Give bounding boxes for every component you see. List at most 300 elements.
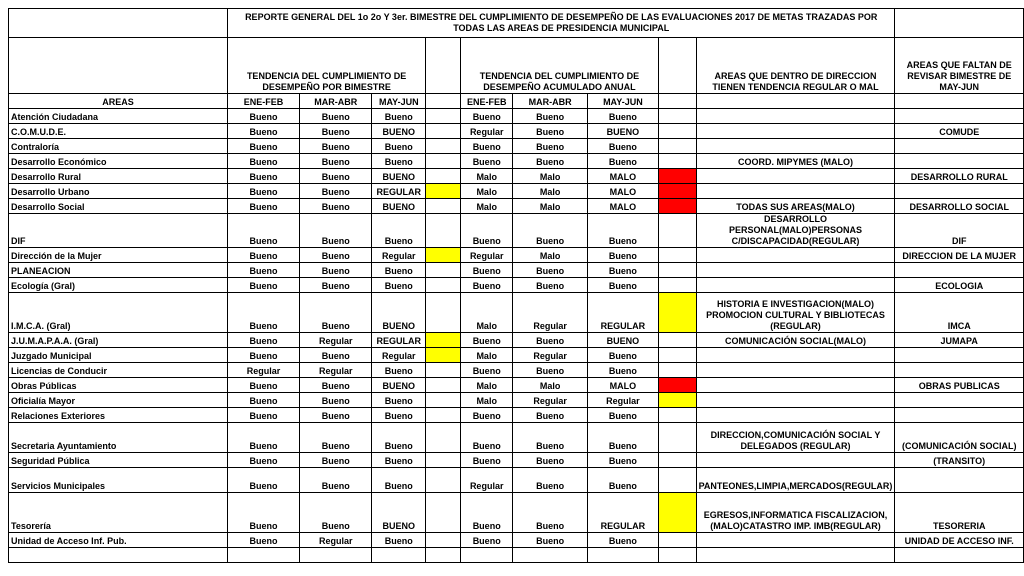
- table-row: [9, 408, 1024, 423]
- area-cell: Servicios Municipales: [9, 468, 228, 493]
- mar-abr-cell: Bueno: [300, 199, 372, 214]
- table-row: [9, 393, 1024, 408]
- indicator-bimestre: [426, 293, 461, 333]
- may-jun-acumulado-cell: REGULAR: [588, 293, 658, 333]
- regular-mal-cell: [696, 453, 895, 468]
- ene-feb-acumulado-cell: Bueno: [461, 453, 513, 468]
- blank-title-cell: [895, 9, 1024, 38]
- mar-abr-cell: Bueno: [300, 184, 372, 199]
- header-bimestre: TENDENCIA DEL CUMPLIMIENTO DE DESEMPEÑO POR BIMESTRE: [227, 38, 425, 94]
- regular-mal-cell: EGRESOS,INFORMATICA FISCALIZACION,(MALO)CATASTRO IMP. IMB(REGULAR): [696, 493, 895, 533]
- mar-abr-acumulado-cell: Bueno: [513, 139, 588, 154]
- table-row: [9, 548, 1024, 563]
- ene-feb-acumulado-cell: Malo: [461, 293, 513, 333]
- ene-feb-acumulado-cell: Bueno: [461, 533, 513, 548]
- mar-abr-cell: Bueno: [300, 468, 372, 493]
- indicator-bimestre: [426, 548, 461, 563]
- indicator-bimestre: [426, 493, 461, 533]
- regular-mal-cell: TODAS SUS AREAS(MALO): [696, 199, 895, 214]
- indicator-acumulado: [658, 169, 696, 184]
- faltan-cell: [895, 154, 1024, 169]
- mar-abr-acumulado-cell: Bueno: [513, 493, 588, 533]
- header-faltan: AREAS QUE FALTAN DE REVISAR BIMESTRE DE MAY-JUN: [895, 38, 1024, 94]
- may-jun-cell: Bueno: [372, 214, 426, 248]
- ene-feb-acumulado-cell: Bueno: [461, 109, 513, 124]
- faltan-cell: [895, 468, 1024, 493]
- regular-mal-cell: [696, 363, 895, 378]
- may-jun-acumulado-cell: Bueno: [588, 453, 658, 468]
- faltan-cell: [895, 348, 1024, 363]
- may-jun-cell: Bueno: [372, 363, 426, 378]
- ene-feb-acumulado-cell: Regular: [461, 124, 513, 139]
- indicator-acumulado: [658, 184, 696, 199]
- faltan-cell: UNIDAD DE ACCESO INF.: [895, 533, 1024, 548]
- may-jun-acumulado-cell: Bueno: [588, 263, 658, 278]
- header-mar-abr: MAR-ABR: [300, 94, 372, 109]
- area-cell: [9, 548, 228, 563]
- area-cell: Tesorería: [9, 493, 228, 533]
- area-cell: Desarrollo Rural: [9, 169, 228, 184]
- may-jun-acumulado-cell: Bueno: [588, 348, 658, 363]
- area-cell: Seguridad Pública: [9, 453, 228, 468]
- regular-mal-cell: [696, 393, 895, 408]
- ene-feb-acumulado-cell: Bueno: [461, 263, 513, 278]
- ene-feb-cell: Bueno: [227, 453, 299, 468]
- ene-feb-acumulado-cell: Bueno: [461, 214, 513, 248]
- ene-feb-cell: Bueno: [227, 333, 299, 348]
- ene-feb-cell: Bueno: [227, 348, 299, 363]
- indicator-bimestre: [426, 169, 461, 184]
- table-row: [9, 453, 1024, 468]
- indicator-acumulado: [658, 248, 696, 263]
- indicator-bimestre: [426, 333, 461, 348]
- may-jun-cell: Bueno: [372, 263, 426, 278]
- table-row: [9, 214, 1024, 248]
- may-jun-acumulado-cell: Regular: [588, 393, 658, 408]
- indicator-acumulado: [658, 533, 696, 548]
- area-cell: Secretaria Ayuntamiento: [9, 423, 228, 453]
- may-jun-acumulado-cell: Bueno: [588, 278, 658, 293]
- table-row: [9, 533, 1024, 548]
- mar-abr-cell: Bueno: [300, 124, 372, 139]
- table-row: [9, 109, 1024, 124]
- ene-feb-cell: Bueno: [227, 169, 299, 184]
- indicator-acumulado: [658, 453, 696, 468]
- mar-abr-acumulado-cell: Bueno: [513, 363, 588, 378]
- ene-feb-cell: Bueno: [227, 154, 299, 169]
- mar-abr-cell: Bueno: [300, 393, 372, 408]
- may-jun-cell: REGULAR: [372, 333, 426, 348]
- indicator-bimestre: [426, 184, 461, 199]
- table-row: [9, 423, 1024, 453]
- may-jun-cell: BUENO: [372, 293, 426, 333]
- mar-abr-acumulado-cell: Malo: [513, 199, 588, 214]
- regular-mal-cell: [696, 139, 895, 154]
- may-jun-acumulado-cell: Bueno: [588, 109, 658, 124]
- area-cell: DIF: [9, 214, 228, 248]
- ene-feb-cell: Bueno: [227, 184, 299, 199]
- header-ene-feb-acumulado: ENE-FEB: [461, 94, 513, 109]
- header-areas: AREAS: [9, 94, 228, 109]
- indicator-bimestre: [426, 468, 461, 493]
- ene-feb-cell: Bueno: [227, 214, 299, 248]
- may-jun-acumulado-cell: Bueno: [588, 468, 658, 493]
- table-row: [9, 124, 1024, 139]
- mar-abr-cell: Bueno: [300, 214, 372, 248]
- indicator-acumulado: [658, 548, 696, 563]
- ene-feb-acumulado-cell: Bueno: [461, 423, 513, 453]
- regular-mal-cell: COMUNICACIÓN SOCIAL(MALO): [696, 333, 895, 348]
- ene-feb-acumulado-cell: Malo: [461, 393, 513, 408]
- may-jun-acumulado-cell: Bueno: [588, 214, 658, 248]
- faltan-cell: DESARROLLO RURAL: [895, 169, 1024, 184]
- table-row: [9, 493, 1024, 533]
- mar-abr-acumulado-cell: Regular: [513, 293, 588, 333]
- may-jun-acumulado-cell: Bueno: [588, 363, 658, 378]
- regular-mal-cell: [696, 408, 895, 423]
- mar-abr-cell: Bueno: [300, 248, 372, 263]
- mar-abr-acumulado-cell: Malo: [513, 248, 588, 263]
- ene-feb-cell: Bueno: [227, 139, 299, 154]
- regular-mal-cell: [696, 109, 895, 124]
- may-jun-cell: Bueno: [372, 423, 426, 453]
- header-ene-feb: ENE-FEB: [227, 94, 299, 109]
- ene-feb-cell: Bueno: [227, 199, 299, 214]
- regular-mal-cell: [696, 278, 895, 293]
- faltan-cell: [895, 109, 1024, 124]
- ene-feb-acumulado-cell: Bueno: [461, 333, 513, 348]
- mar-abr-cell: Bueno: [300, 263, 372, 278]
- faltan-cell: TESORERIA: [895, 493, 1024, 533]
- ene-feb-cell: Bueno: [227, 124, 299, 139]
- faltan-cell: [895, 363, 1024, 378]
- ene-feb-acumulado-cell: Malo: [461, 348, 513, 363]
- indicator-bimestre: [426, 154, 461, 169]
- faltan-cell: COMUDE: [895, 124, 1024, 139]
- ene-feb-cell: Bueno: [227, 293, 299, 333]
- may-jun-cell: Bueno: [372, 393, 426, 408]
- regular-mal-cell: [696, 248, 895, 263]
- mar-abr-acumulado-cell: Bueno: [513, 423, 588, 453]
- area-cell: Atención Ciudadana: [9, 109, 228, 124]
- indicator-acumulado: [658, 139, 696, 154]
- may-jun-cell: Bueno: [372, 278, 426, 293]
- faltan-cell: [895, 393, 1024, 408]
- ene-feb-acumulado-cell: Bueno: [461, 408, 513, 423]
- may-jun-cell: BUENO: [372, 124, 426, 139]
- mar-abr-acumulado-cell: Bueno: [513, 109, 588, 124]
- regular-mal-cell: [696, 533, 895, 548]
- may-jun-acumulado-cell: MALO: [588, 184, 658, 199]
- regular-mal-cell: DESARROLLO PERSONAL(MALO)PERSONAS C/DISCAPACIDAD(REGULAR): [696, 214, 895, 248]
- may-jun-acumulado-cell: Bueno: [588, 533, 658, 548]
- ene-feb-acumulado-cell: Bueno: [461, 363, 513, 378]
- blank-indicator-col-1: [426, 94, 461, 109]
- regular-mal-cell: COORD. MIPYMES (MALO): [696, 154, 895, 169]
- indicator-bimestre: [426, 199, 461, 214]
- indicator-bimestre: [426, 348, 461, 363]
- may-jun-cell: Bueno: [372, 408, 426, 423]
- header-may-jun: MAY-JUN: [372, 94, 426, 109]
- indicator-acumulado: [658, 408, 696, 423]
- mar-abr-acumulado-cell: Bueno: [513, 263, 588, 278]
- faltan-cell: IMCA: [895, 293, 1024, 333]
- column-header-row: [9, 94, 1024, 109]
- indicator-acumulado: [658, 154, 696, 169]
- indicator-bimestre: [426, 278, 461, 293]
- indicator-acumulado: [658, 293, 696, 333]
- mar-abr-acumulado-cell: Bueno: [513, 154, 588, 169]
- table-row: [9, 278, 1024, 293]
- indicator-acumulado: [658, 393, 696, 408]
- blank-indicator-col-2: [658, 94, 696, 109]
- area-cell: Desarrollo Urbano: [9, 184, 228, 199]
- indicator-acumulado: [658, 468, 696, 493]
- mar-abr-cell: Bueno: [300, 408, 372, 423]
- mar-abr-cell: Regular: [300, 533, 372, 548]
- area-cell: Desarrollo Social: [9, 199, 228, 214]
- may-jun-cell: Bueno: [372, 109, 426, 124]
- mar-abr-cell: Bueno: [300, 293, 372, 333]
- ene-feb-acumulado-cell: Malo: [461, 378, 513, 393]
- table-row: [9, 184, 1024, 199]
- table-row: [9, 468, 1024, 493]
- mar-abr-cell: Regular: [300, 333, 372, 348]
- regular-mal-cell: [696, 348, 895, 363]
- mar-abr-acumulado-cell: Bueno: [513, 214, 588, 248]
- may-jun-cell: BUENO: [372, 169, 426, 184]
- table-row: [9, 348, 1024, 363]
- mar-abr-cell: Bueno: [300, 154, 372, 169]
- indicator-acumulado: [658, 124, 696, 139]
- regular-mal-cell: PANTEONES,LIMPIA,MERCADOS(REGULAR): [696, 468, 895, 493]
- may-jun-cell: Regular: [372, 248, 426, 263]
- regular-mal-cell: [696, 263, 895, 278]
- indicator-acumulado: [658, 348, 696, 363]
- title-row: [9, 9, 1024, 38]
- area-cell: I.M.C.A. (Gral): [9, 293, 228, 333]
- may-jun-acumulado-cell: MALO: [588, 169, 658, 184]
- area-cell: Unidad de Acceso Inf. Pub.: [9, 533, 228, 548]
- ene-feb-acumulado-cell: Bueno: [461, 278, 513, 293]
- table-row: [9, 263, 1024, 278]
- indicator-bimestre: [426, 408, 461, 423]
- faltan-cell: [895, 139, 1024, 154]
- may-jun-cell: Bueno: [372, 453, 426, 468]
- mar-abr-cell: Bueno: [300, 348, 372, 363]
- table-row: [9, 169, 1024, 184]
- ene-feb-cell: Bueno: [227, 263, 299, 278]
- mar-abr-acumulado-cell: Malo: [513, 184, 588, 199]
- indicator-acumulado: [658, 333, 696, 348]
- faltan-cell: [895, 408, 1024, 423]
- report-table: [8, 8, 1024, 563]
- mar-abr-cell: Bueno: [300, 453, 372, 468]
- area-cell: Obras Públicas: [9, 378, 228, 393]
- faltan-cell: ECOLOGIA: [895, 278, 1024, 293]
- group-header-row: [9, 38, 1024, 94]
- area-cell: Desarrollo Económico: [9, 154, 228, 169]
- mar-abr-cell: Bueno: [300, 278, 372, 293]
- indicator-bimestre: [426, 533, 461, 548]
- indicator-acumulado: [658, 199, 696, 214]
- mar-abr-acumulado-cell: Bueno: [513, 533, 588, 548]
- area-cell: Ecología (Gral): [9, 278, 228, 293]
- blank-regular-mal-col: [696, 94, 895, 109]
- faltan-cell: (TRANSITO): [895, 453, 1024, 468]
- may-jun-acumulado-cell: BUENO: [588, 124, 658, 139]
- ene-feb-cell: Bueno: [227, 408, 299, 423]
- table-row: [9, 154, 1024, 169]
- area-cell: Licencias de Conducir: [9, 363, 228, 378]
- ene-feb-acumulado-cell: [461, 548, 513, 563]
- indicator-bimestre: [426, 453, 461, 468]
- faltan-cell: JUMAPA: [895, 333, 1024, 348]
- indicator-bimestre: [426, 393, 461, 408]
- mar-abr-acumulado-cell: Regular: [513, 393, 588, 408]
- ene-feb-acumulado-cell: Bueno: [461, 493, 513, 533]
- may-jun-cell: Bueno: [372, 154, 426, 169]
- table-row: [9, 199, 1024, 214]
- ene-feb-acumulado-cell: Malo: [461, 184, 513, 199]
- area-cell: PLANEACION: [9, 263, 228, 278]
- area-cell: J.U.M.A.P.A.A. (Gral): [9, 333, 228, 348]
- mar-abr-cell: Regular: [300, 363, 372, 378]
- table-row: [9, 293, 1024, 333]
- may-jun-cell: Regular: [372, 348, 426, 363]
- may-jun-cell: Bueno: [372, 533, 426, 548]
- may-jun-acumulado-cell: MALO: [588, 199, 658, 214]
- regular-mal-cell: [696, 548, 895, 563]
- ene-feb-cell: Bueno: [227, 468, 299, 493]
- indicator-bimestre: [426, 109, 461, 124]
- indicator-bimestre: [426, 248, 461, 263]
- may-jun-acumulado-cell: Bueno: [588, 408, 658, 423]
- indicator-bimestre: [426, 363, 461, 378]
- may-jun-cell: Bueno: [372, 139, 426, 154]
- indicator-acumulado: [658, 214, 696, 248]
- mar-abr-acumulado-cell: Bueno: [513, 453, 588, 468]
- may-jun-cell: BUENO: [372, 493, 426, 533]
- may-jun-acumulado-cell: [588, 548, 658, 563]
- ene-feb-acumulado-cell: Malo: [461, 199, 513, 214]
- area-cell: Contraloría: [9, 139, 228, 154]
- mar-abr-cell: Bueno: [300, 109, 372, 124]
- area-cell: Relaciones Exteriores: [9, 408, 228, 423]
- ene-feb-acumulado-cell: Regular: [461, 248, 513, 263]
- ene-feb-cell: Bueno: [227, 533, 299, 548]
- report-title: REPORTE GENERAL DEL 1o 2o Y 3er. BIMESTRE DEL CUMPLIMIENTO DE DESEMPEÑO DE LAS EVALUACIONES 2017 DE METAS TRAZADAS POR TODAS LAS AREAS DE PRESIDENCIA MUNICIPAL: [227, 9, 894, 38]
- table-row: [9, 333, 1024, 348]
- blank-group-cell: [9, 38, 228, 94]
- faltan-cell: [895, 184, 1024, 199]
- mar-abr-cell: Bueno: [300, 139, 372, 154]
- may-jun-cell: BUENO: [372, 199, 426, 214]
- mar-abr-acumulado-cell: Malo: [513, 169, 588, 184]
- indicator-acumulado: [658, 423, 696, 453]
- regular-mal-cell: [696, 169, 895, 184]
- may-jun-acumulado-cell: BUENO: [588, 333, 658, 348]
- mar-abr-cell: [300, 548, 372, 563]
- table-row: [9, 248, 1024, 263]
- mar-abr-acumulado-cell: Bueno: [513, 408, 588, 423]
- ene-feb-cell: Bueno: [227, 493, 299, 533]
- ene-feb-acumulado-cell: Bueno: [461, 139, 513, 154]
- indicator-acumulado: [658, 493, 696, 533]
- mar-abr-acumulado-cell: Bueno: [513, 124, 588, 139]
- indicator-bimestre: [426, 214, 461, 248]
- ene-feb-acumulado-cell: Bueno: [461, 154, 513, 169]
- mar-abr-cell: Bueno: [300, 378, 372, 393]
- ene-feb-cell: Bueno: [227, 278, 299, 293]
- may-jun-acumulado-cell: MALO: [588, 378, 658, 393]
- blank-faltan-col: [895, 94, 1024, 109]
- faltan-cell: DESARROLLO SOCIAL: [895, 199, 1024, 214]
- may-jun-cell: REGULAR: [372, 184, 426, 199]
- blank-indicator-header-2: [658, 38, 696, 94]
- table-row: [9, 363, 1024, 378]
- header-regular-mal: AREAS QUE DENTRO DE DIRECCION TIENEN TENDENCIA REGULAR O MAL: [696, 38, 895, 94]
- mar-abr-acumulado-cell: Bueno: [513, 278, 588, 293]
- header-acumulado: TENDENCIA DEL CUMPLIMIENTO DE DESEMPEÑO ACUMULADO ANUAL: [461, 38, 658, 94]
- ene-feb-cell: Bueno: [227, 423, 299, 453]
- indicator-bimestre: [426, 378, 461, 393]
- regular-mal-cell: [696, 124, 895, 139]
- faltan-cell: OBRAS PUBLICAS: [895, 378, 1024, 393]
- area-cell: Juzgado Municipal: [9, 348, 228, 363]
- area-cell: Oficialía Mayor: [9, 393, 228, 408]
- may-jun-acumulado-cell: Bueno: [588, 248, 658, 263]
- ene-feb-acumulado-cell: Regular: [461, 468, 513, 493]
- mar-abr-acumulado-cell: Bueno: [513, 333, 588, 348]
- indicator-acumulado: [658, 363, 696, 378]
- mar-abr-cell: Bueno: [300, 493, 372, 533]
- area-cell: Dirección de la Mujer: [9, 248, 228, 263]
- ene-feb-cell: [227, 548, 299, 563]
- ene-feb-cell: Bueno: [227, 393, 299, 408]
- regular-mal-cell: HISTORIA E INVESTIGACION(MALO) PROMOCION CULTURAL Y BIBLIOTECAS (REGULAR): [696, 293, 895, 333]
- indicator-acumulado: [658, 263, 696, 278]
- regular-mal-cell: [696, 184, 895, 199]
- may-jun-cell: BUENO: [372, 378, 426, 393]
- mar-abr-cell: Bueno: [300, 423, 372, 453]
- header-mar-abr-acumulado: MAR-ABR: [513, 94, 588, 109]
- table-row: [9, 378, 1024, 393]
- regular-mal-cell: [696, 378, 895, 393]
- indicator-acumulado: [658, 109, 696, 124]
- faltan-cell: [895, 548, 1024, 563]
- ene-feb-cell: Regular: [227, 363, 299, 378]
- faltan-cell: DIRECCION DE LA MUJER: [895, 248, 1024, 263]
- header-may-jun-acumulado: MAY-JUN: [588, 94, 658, 109]
- may-jun-acumulado-cell: REGULAR: [588, 493, 658, 533]
- table-row: [9, 139, 1024, 154]
- may-jun-acumulado-cell: Bueno: [588, 139, 658, 154]
- ene-feb-cell: Bueno: [227, 109, 299, 124]
- may-jun-cell: [372, 548, 426, 563]
- indicator-bimestre: [426, 124, 461, 139]
- mar-abr-cell: Bueno: [300, 169, 372, 184]
- indicator-bimestre: [426, 263, 461, 278]
- mar-abr-acumulado-cell: Bueno: [513, 468, 588, 493]
- blank-indicator-header-1: [426, 38, 461, 94]
- ene-feb-cell: Bueno: [227, 378, 299, 393]
- area-cell: C.O.M.U.D.E.: [9, 124, 228, 139]
- indicator-acumulado: [658, 378, 696, 393]
- mar-abr-acumulado-cell: [513, 548, 588, 563]
- indicator-acumulado: [658, 278, 696, 293]
- ene-feb-cell: Bueno: [227, 248, 299, 263]
